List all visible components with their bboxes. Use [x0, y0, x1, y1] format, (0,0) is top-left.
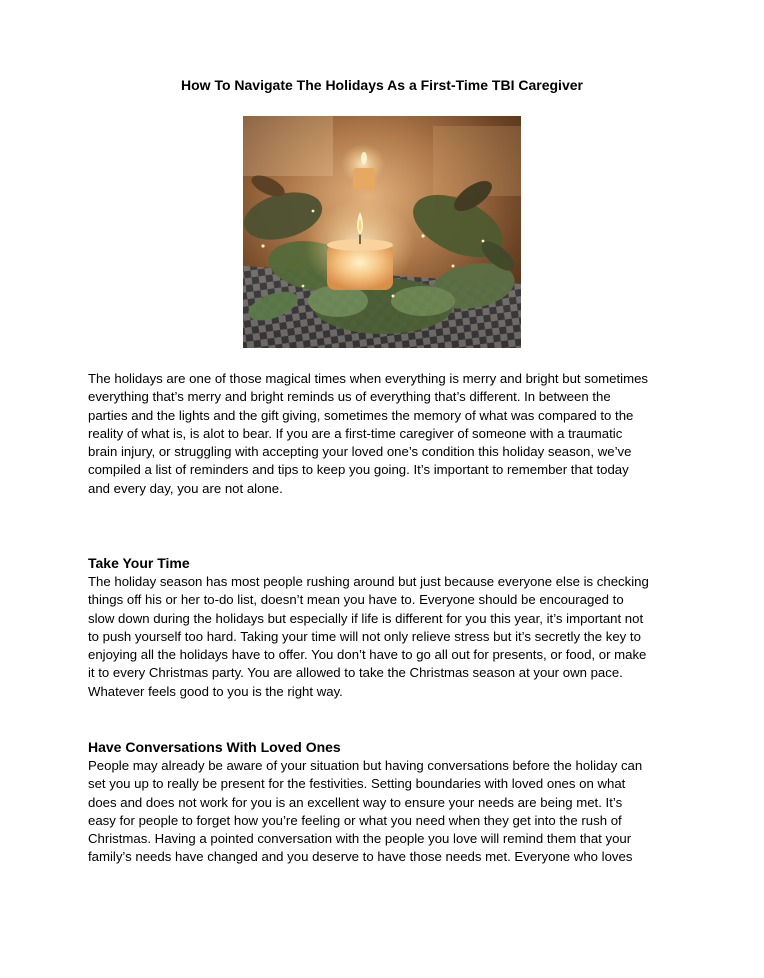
paragraph-line: People may already be aware of your situation but having conversations before the holiday can — [88, 758, 643, 773]
intro-line: and every day, you are not alone. — [88, 480, 283, 496]
paragraph-line: easy for people to forget how you’re feeling or what you need when they get into the rush of — [88, 812, 622, 828]
paragraph-line: does and does not work for you is an excellent way to ensure your needs are being met. It’s — [88, 794, 623, 810]
paragraph-line: things off his or her to-do list, doesn’t mean you have to. Everyone should be encouraged to — [88, 592, 624, 608]
paragraph-line: enjoying all the holidays have to offer. You don’t have to go all out for presents, or food, or make — [88, 647, 647, 663]
intro-line: parties and the lights and the gift giving, sometimes the memory of what was compared to the — [88, 407, 634, 423]
intro-paragraph — [88, 370, 680, 498]
section-heading-conversations: Have Conversations With Loved Ones — [88, 739, 341, 755]
paragraph-line: to push yourself too hard. Taking your time will not only relieve stress but it’s secretly the key to — [88, 628, 641, 644]
intro-line: The holidays are one of those magical times when everything is merry and bright but sometimes — [88, 371, 649, 386]
paragraph-line: family’s needs have changed and you deserve to have those needs met. Everyone who loves — [88, 849, 633, 865]
section-paragraph-conversations — [88, 757, 680, 867]
paragraph-line: slow down during the holidays but especially if life is different for you this year, it’s important not — [88, 610, 644, 626]
paragraph-line: Whatever feels good to you is the right way. — [88, 683, 343, 699]
section-paragraph-take-your-time — [88, 573, 680, 701]
intro-line: brain injury, or struggling with accepting your loved one’s condition this holiday season, we’ve — [88, 444, 632, 460]
intro-line: everything that’s merry and bright reminds us of everything that’s different. In between the — [88, 389, 611, 405]
section-heading-take-your-time: Take Your Time — [88, 555, 190, 571]
intro-line: compiled a list of reminders and tips to keep you going. It’s important to remember that today — [88, 462, 629, 478]
intro-line: reality of what is, is alot to bear. If you are a first-time caregiver of someone with a traumatic — [88, 425, 623, 441]
paragraph-line: The holiday season has most people rushing around but just because everyone else is checking — [88, 574, 649, 589]
page-title: How To Navigate The Holidays As a First-Time TBI Caregiver — [181, 77, 583, 93]
paragraph-line: it to every Christmas party. You are allowed to take the Christmas season at your own pace. — [88, 665, 623, 681]
paragraph-line: set you up to really be present for the festivities. Setting boundaries with loved ones on what — [88, 776, 626, 792]
candle-centerpiece-photo — [243, 116, 521, 348]
paragraph-line: Christmas. Having a pointed conversation with the people you love will remind them that your — [88, 831, 632, 847]
